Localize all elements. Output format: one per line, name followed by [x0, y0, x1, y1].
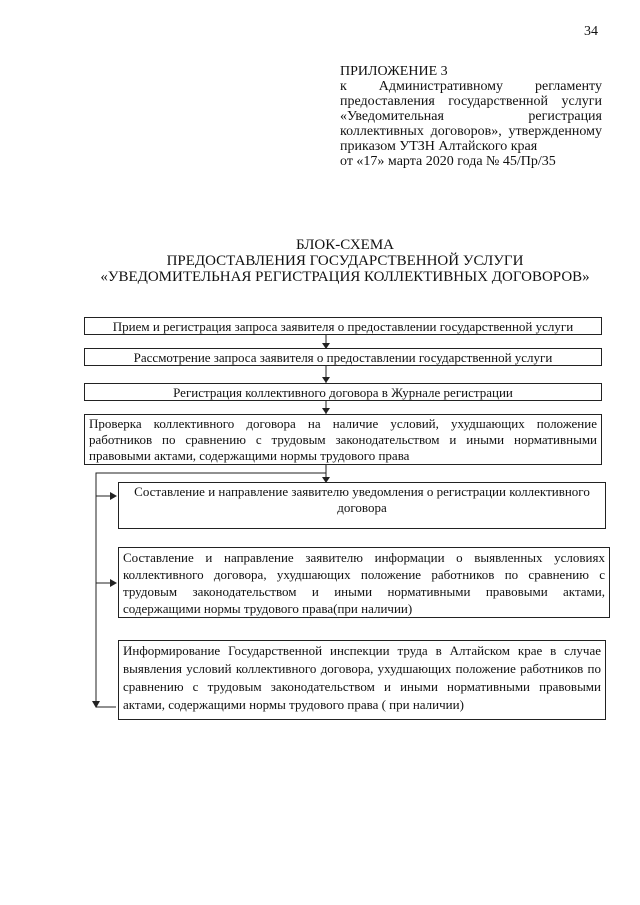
step-3-box: [84, 383, 602, 401]
step-3-text: Регистрация коллективного договора в Журнале регистрации: [173, 385, 513, 400]
arrowhead-outcome2: [110, 579, 117, 587]
title-line-3: «УВЕДОМИТЕЛЬНАЯ РЕГИСТРАЦИЯ КОЛЛЕКТИВНЫХ ДОГОВОРОВ»: [100, 269, 590, 285]
appendix-body: к Административному регламенту предоставления государственной услуги «Уведомительная регистрация коллективных договоров», утвержденному приказом УТЗН Алтайского края: [340, 79, 602, 154]
outcome-1-box: [118, 482, 606, 529]
order-date: от «17» марта 2020 года № 45/Пр/35: [340, 154, 556, 169]
outcome-3-text: Информирование Государственной инспекции труда в Алтайском крае в случае выявления условий коллективного договора, ухудшающих положение работников по сравнению с трудовым законодательством и иными нормативными правовыми актами, содержащими нормы трудового права ( при наличии): [123, 643, 601, 712]
appendix-heading: ПРИЛОЖЕНИЕ 3: [340, 64, 448, 79]
title-line-2: ПРЕДОСТАВЛЕНИЯ ГОСУДАРСТВЕННОЙ УСЛУГИ: [166, 253, 524, 269]
outcome-3-box: [118, 640, 606, 720]
step-2-text: Рассмотрение запроса заявителя о предоставлении государственной услуги: [133, 350, 553, 365]
step-4-text: Проверка коллективного договора на наличие условий, ухудшающих положение работников по сравнению с трудовым законодательством и иными нормативными правовыми актами, содержащими нормы трудового права: [89, 416, 597, 463]
outcome-2-box: [118, 547, 610, 618]
title-line-1: БЛОК-СХЕМА: [295, 237, 395, 253]
step-2-box: [84, 348, 602, 366]
step-4-box: [84, 414, 602, 465]
page-number: 34: [584, 24, 598, 39]
outcome-1-text: Составление и направление заявителю уведомления о регистрации коллективного договора: [134, 484, 590, 515]
outcome-2-text: Составление и направление заявителю информации о выявленных условиях коллективного договора, ухудшающих положение работников по сравнению с трудовым законодательством и иными нормативными правовыми актами, содержащими нормы трудового права(при наличии): [123, 550, 605, 616]
arrowhead-outcome1: [110, 492, 117, 500]
step-1-box: [84, 317, 602, 335]
step-1-text: Прием и регистрация запроса заявителя о предоставлении государственной услуги: [112, 319, 574, 334]
